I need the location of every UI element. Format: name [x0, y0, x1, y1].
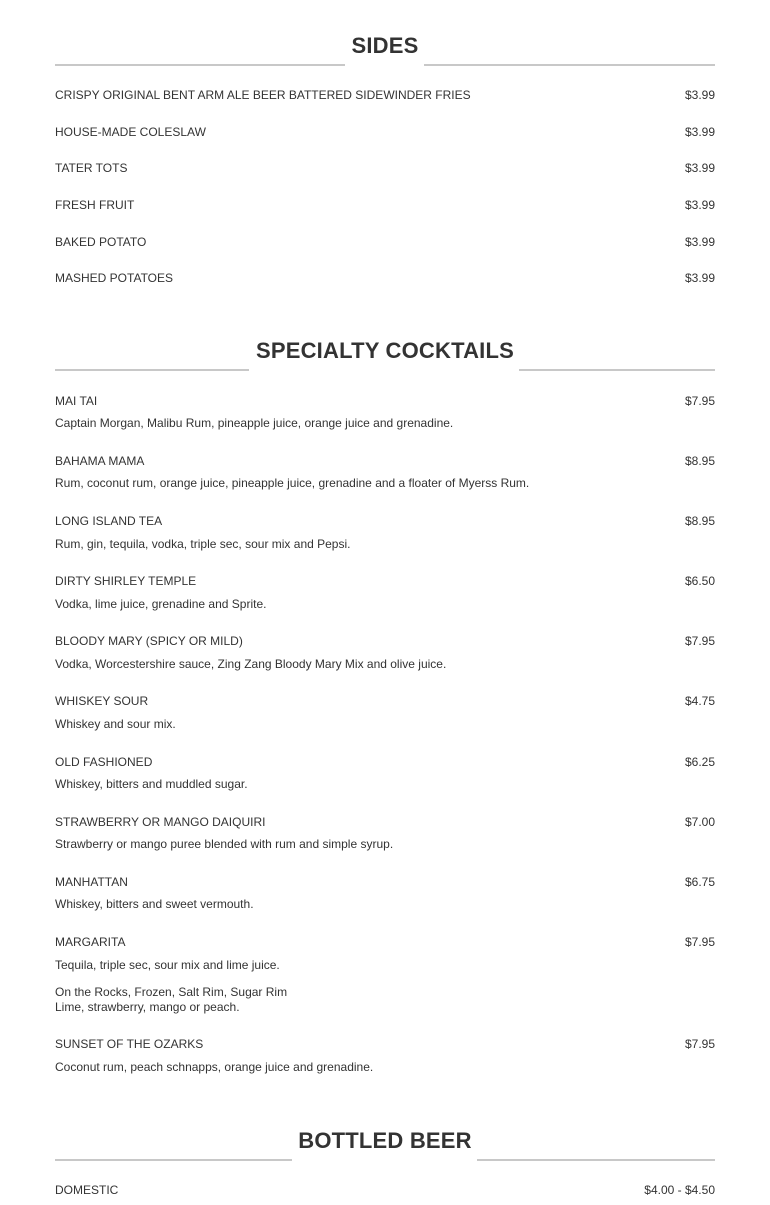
- item-description: Rum, gin, tequila, vodka, triple sec, sour mix and Pepsi.: [55, 537, 351, 551]
- item-options-line: Lime, strawberry, mango or peach.: [55, 1000, 240, 1014]
- sides-section-header: [55, 32, 715, 72]
- item-price: $8.95: [684, 454, 715, 468]
- beer-rule-right: [477, 1159, 715, 1161]
- item-name: LONG ISLAND TEA: [55, 514, 163, 528]
- item-price: $3.99: [684, 271, 715, 285]
- item-description: Vodka, lime juice, grenadine and Sprite.: [55, 597, 267, 611]
- item-name: STRAWBERRY OR MANGO DAIQUIRI: [55, 815, 266, 829]
- item-description: Vodka, Worcestershire sauce, Zing Zang Bloody Mary Mix and olive juice.: [55, 657, 447, 671]
- item-price: $3.99: [684, 88, 715, 102]
- item-name: BAKED POTATO: [55, 235, 147, 249]
- item-price: $7.95: [684, 935, 715, 949]
- sides-rule-right: [424, 64, 715, 66]
- item-description: Strawberry or mango puree blended with rum and simple syrup.: [55, 837, 394, 851]
- item-price: $3.99: [684, 161, 715, 175]
- item-price: $6.25: [684, 755, 715, 769]
- item-name: FRESH FRUIT: [55, 198, 135, 212]
- item-description: Coconut rum, peach schnapps, orange juice and grenadine.: [55, 1060, 374, 1074]
- item-name: CRISPY ORIGINAL BENT ARM ALE BEER BATTERED SIDEWINDER FRIES: [55, 88, 471, 102]
- item-description: Whiskey, bitters and sweet vermouth.: [55, 897, 254, 911]
- cocktails-section-header: [55, 337, 715, 377]
- item-price: $4.00 - $4.50: [644, 1183, 715, 1197]
- cocktails-section-title: SPECIALTY COCKTAILS: [255, 338, 515, 363]
- item-name: TATER TOTS: [55, 161, 128, 175]
- item-price: $3.99: [684, 198, 715, 212]
- beer-section-title: BOTTLED BEER: [298, 1128, 472, 1153]
- sides-section-title: SIDES: [351, 33, 419, 58]
- item-price: $7.00: [684, 815, 715, 829]
- item-name: BAHAMA MAMA: [55, 454, 145, 468]
- item-price: $7.95: [684, 394, 715, 408]
- item-name: DOMESTIC: [55, 1183, 119, 1197]
- item-description: Whiskey, bitters and muddled sugar.: [55, 777, 248, 791]
- item-description: Tequila, triple sec, sour mix and lime juice.: [55, 958, 280, 972]
- item-price: $7.95: [684, 634, 715, 648]
- beer-section-header: [55, 1127, 715, 1167]
- sides-rule-left: [55, 64, 345, 66]
- beer-rule-left: [55, 1159, 292, 1161]
- cocktails-rule-right: [519, 369, 715, 371]
- item-name: OLD FASHIONED: [55, 755, 153, 769]
- cocktails-rule-left: [55, 369, 249, 371]
- item-price: $3.99: [684, 125, 715, 139]
- item-name: SUNSET OF THE OZARKS: [55, 1037, 204, 1051]
- item-name: HOUSE-MADE COLESLAW: [55, 125, 206, 139]
- item-name: MANHATTAN: [55, 875, 128, 889]
- item-description: Captain Morgan, Malibu Rum, pineapple juice, orange juice and grenadine.: [55, 416, 454, 430]
- item-price: $7.95: [684, 1037, 715, 1051]
- item-price: $6.50: [684, 574, 715, 588]
- item-name: DIRTY SHIRLEY TEMPLE: [55, 574, 197, 588]
- item-description: Whiskey and sour mix.: [55, 717, 176, 731]
- item-name: WHISKEY SOUR: [55, 694, 149, 708]
- item-price: $8.95: [684, 514, 715, 528]
- item-name: MAI TAI: [55, 394, 98, 408]
- item-name: MARGARITA: [55, 935, 126, 949]
- item-description: Rum, coconut rum, orange juice, pineapple juice, grenadine and a floater of Myerss Rum.: [55, 476, 530, 490]
- item-price: $6.75: [684, 875, 715, 889]
- item-price: $3.99: [684, 235, 715, 249]
- item-name: BLOODY MARY (SPICY OR MILD): [55, 634, 243, 648]
- item-price: $4.75: [684, 694, 715, 708]
- item-options-line: On the Rocks, Frozen, Salt Rim, Sugar Rim: [55, 985, 288, 999]
- item-name: MASHED POTATOES: [55, 271, 174, 285]
